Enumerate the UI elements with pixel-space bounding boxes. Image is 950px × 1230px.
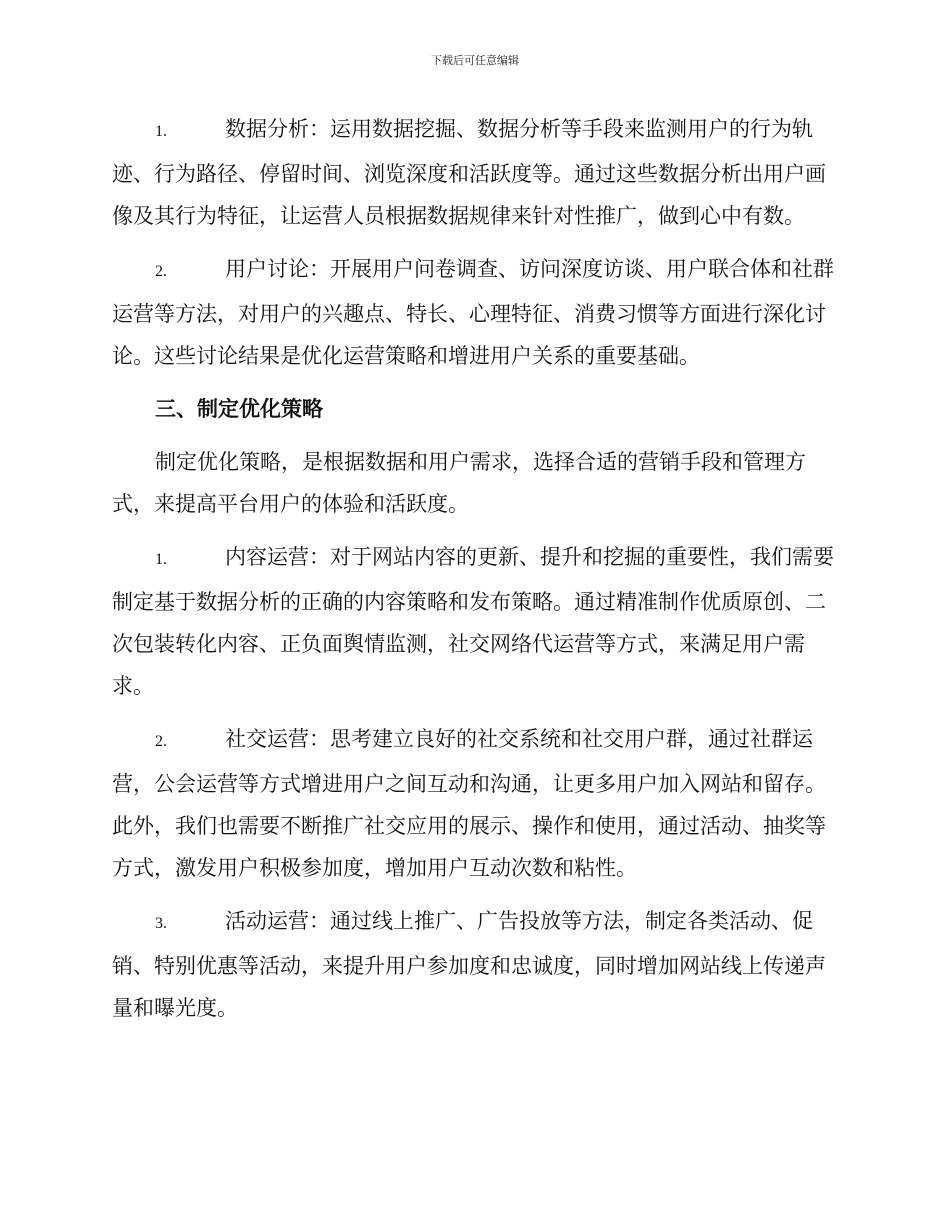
list-item-text: 用户讨论：开展用户问卷调查、访问深度访谈、用户联合体和社群运营等方法，对用户的兴趣点、特长、心理特征、消费习惯等方面进行深化讨论。这些讨论结果是优化运营策略和增进用户关系的重要基础。 <box>112 257 834 368</box>
list-item <box>112 536 836 707</box>
list-item <box>112 900 836 1029</box>
list-item-text: 内容运营：对于网站内容的更新、提升和挖掘的重要性，我们需要制定基于数据分析的正确的内容策略和发布策略。通过精准制作优质原创、二次包装转化内容、正负面舆情监测，社交网络代运营等方式，来满足用户需求。 <box>112 545 834 698</box>
section-intro: 制定优化策略，是根据数据和用户需求，选择合适的营销手段和管理方式，来提高平台用户的体验和活跃度。 <box>112 450 806 516</box>
list-item-number: 2. <box>155 733 167 750</box>
section-heading: 三、制定优化策略 <box>155 397 323 421</box>
list-item <box>112 108 836 237</box>
list-item-number: 1. <box>155 551 167 568</box>
list-item-number: 3. <box>155 915 167 932</box>
list-item-number: 1. <box>155 123 167 140</box>
document-body <box>112 108 836 1040</box>
page-header: 下载后可任意编辑 <box>431 54 519 67</box>
list-item-number: 2. <box>155 263 167 280</box>
list-item-text: 数据分析：运用数据挖掘、数据分析等手段来监测用户的行为轨迹、行为路径、停留时间、浏览深度和活跃度等。通过这些数据分析出用户画像及其行为特征，让运营人员根据数据规律来针对性推广，做到心中有数。 <box>112 117 826 228</box>
list-item-text: 社交运营：思考建立良好的社交系统和社交用户群，通过社群运营，公会运营等方式增进用户之间互动和沟通，让更多用户加入网站和留存。此外，我们也需要不断推广社交应用的展示、操作和使用，通过活动、抽奖等方式，激发用户积极参加度，增加用户互动次数和粘性。 <box>112 727 826 880</box>
list-item <box>112 718 836 889</box>
list-item <box>112 248 836 377</box>
list-item-text: 活动运营：通过线上推广、广告投放等方法，制定各类活动、促销、特别优惠等活动，来提升用户参加度和忠诚度，同时增加网站线上传递声量和曝光度。 <box>112 909 826 1020</box>
